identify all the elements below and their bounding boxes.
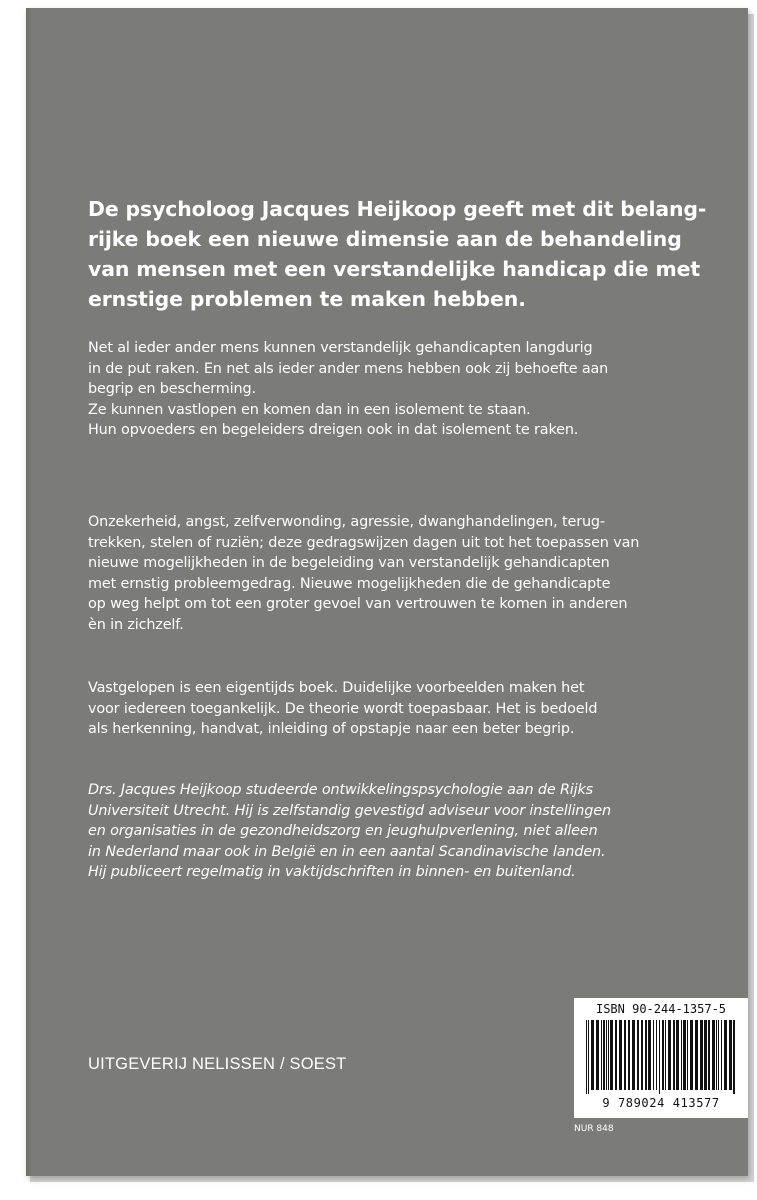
barcode-bar [648, 1020, 651, 1090]
publisher-name: UITGEVERIJ NELISSEN / SOEST [88, 1055, 347, 1073]
barcode-bar [596, 1020, 599, 1090]
barcode-bar [588, 1020, 589, 1094]
text-line: nieuwe mogelijkheden in de begeleiding van verstandelijk gehandicapten [88, 555, 610, 571]
text-line: Net al ieder ander mens kunnen verstandelijk gehandicapten langdurig [88, 340, 593, 356]
barcode-bar [716, 1020, 717, 1090]
barcode-bar [708, 1020, 710, 1090]
barcode-bar [704, 1020, 707, 1090]
barcode-bar [656, 1020, 657, 1090]
bio-line: Drs. Jacques Heijkoop studeerde ontwikkelingspsychologie aan de Rijks [88, 782, 594, 798]
text-line: èn in zichzelf. [88, 616, 184, 633]
barcode-bar [690, 1020, 693, 1090]
barcode-bar [668, 1020, 671, 1090]
bio-line: Hij publiceert regelmatig in vaktijdschriften in binnen- en buitenland. [88, 864, 576, 880]
spine-edge [26, 8, 32, 1176]
paragraph-2 [88, 512, 728, 635]
barcode-bar [641, 1020, 643, 1090]
lead-paragraph [88, 194, 728, 314]
barcode-bar [724, 1020, 727, 1090]
barcode-bar [721, 1020, 722, 1090]
book-back-cover [26, 8, 748, 1176]
text-line: voor iedereen toegankelijk. De theorie wordt toepasbaar. Het is bedoeld [88, 700, 598, 717]
author-bio [88, 780, 728, 883]
bio-line: Universiteit Utrecht. Hij is zelfstandig gevestigd adviseur voor instellingen [88, 802, 611, 819]
barcode-bar [729, 1020, 732, 1090]
barcode-bar [673, 1020, 675, 1090]
lead-line: ernstige problemen te maken hebben. [88, 287, 526, 311]
barcode-bar [586, 1020, 587, 1094]
bio-line: en organisaties in de gezondheidszorg en jeughulpverlening, niet alleen [88, 823, 598, 839]
barcode-bar [718, 1020, 719, 1090]
text-line: trekken, stelen of ruziën; deze gedragswijzen dagen uit tot het toepassen van [88, 534, 640, 551]
barcode-bar [603, 1020, 605, 1090]
barcode-bar [624, 1020, 626, 1090]
barcode-bar [653, 1020, 654, 1090]
barcode-bar [676, 1020, 679, 1090]
nur-code: NUR 848 [574, 1124, 614, 1134]
text-line: met ernstig probleemgedrag. Nieuwe mogelijkheden die de gehandicapte [88, 575, 611, 592]
barcode-bar [733, 1020, 735, 1094]
barcode-bar [615, 1020, 617, 1090]
barcode-bar [637, 1020, 639, 1090]
barcode-bar [619, 1020, 622, 1090]
barcode-bar [665, 1020, 666, 1090]
text-line: Ze kunnen vastlopen en komen dan in een isolement te staan. [88, 401, 531, 418]
barcode-bar [659, 1020, 660, 1094]
barcode-bar [683, 1020, 686, 1090]
barcode-graphic [584, 1020, 738, 1094]
text-line: in de put raken. En net als ieder ander mens hebben ook zij behoefte aan [88, 360, 609, 377]
paragraph-3 [88, 678, 728, 740]
barcode-bar [695, 1020, 698, 1090]
barcode-bar [610, 1020, 613, 1090]
text-line: begrip en bescherming. [88, 381, 256, 397]
barcode-bar [645, 1020, 647, 1090]
text-line: Onzekerheid, angst, zelfverwonding, agressie, dwanghandelingen, terug- [88, 514, 605, 530]
barcode-bar [700, 1020, 703, 1090]
barcode-bar [681, 1020, 682, 1090]
ean-number: 9 789024 413577 [602, 1096, 720, 1110]
barcode-bar [601, 1020, 602, 1090]
barcode-bar [662, 1020, 664, 1090]
barcode-label [574, 998, 748, 1118]
barcode-bar [712, 1020, 715, 1090]
lead-line: rijke boek een nieuwe dimensie aan de behandeling [88, 227, 682, 251]
barcode-bar [632, 1020, 635, 1090]
text-line: als herkenning, handvat, inleiding of opstapje naar een beter begrip. [88, 721, 575, 737]
text-line: Hun opvoeders en begeleiders dreigen ook in dat isolement te raken. [88, 422, 579, 438]
text-line: Vastgelopen is een eigentijds boek. Duidelijke voorbeelden maken het [88, 680, 585, 696]
bio-line: in Nederland maar ook in België en in een aantal Scandinavische landen. [88, 843, 606, 860]
lead-line: van mensen met een verstandelijke handicap die met [88, 257, 700, 281]
text-line: op weg helpt om tot een groter gevoel van vertrouwen te komen in anderen [88, 596, 628, 612]
barcode-bar [687, 1020, 688, 1090]
barcode-bar [608, 1020, 609, 1090]
isbn-number: ISBN 90-244-1357-5 [595, 1002, 727, 1016]
barcode-bar [591, 1020, 594, 1090]
barcode-bar [628, 1020, 630, 1090]
barcode-bar [606, 1020, 607, 1090]
paragraph-1 [88, 338, 728, 441]
lead-line: De psycholoog Jacques Heijkoop geeft met dit belang- [88, 197, 707, 221]
